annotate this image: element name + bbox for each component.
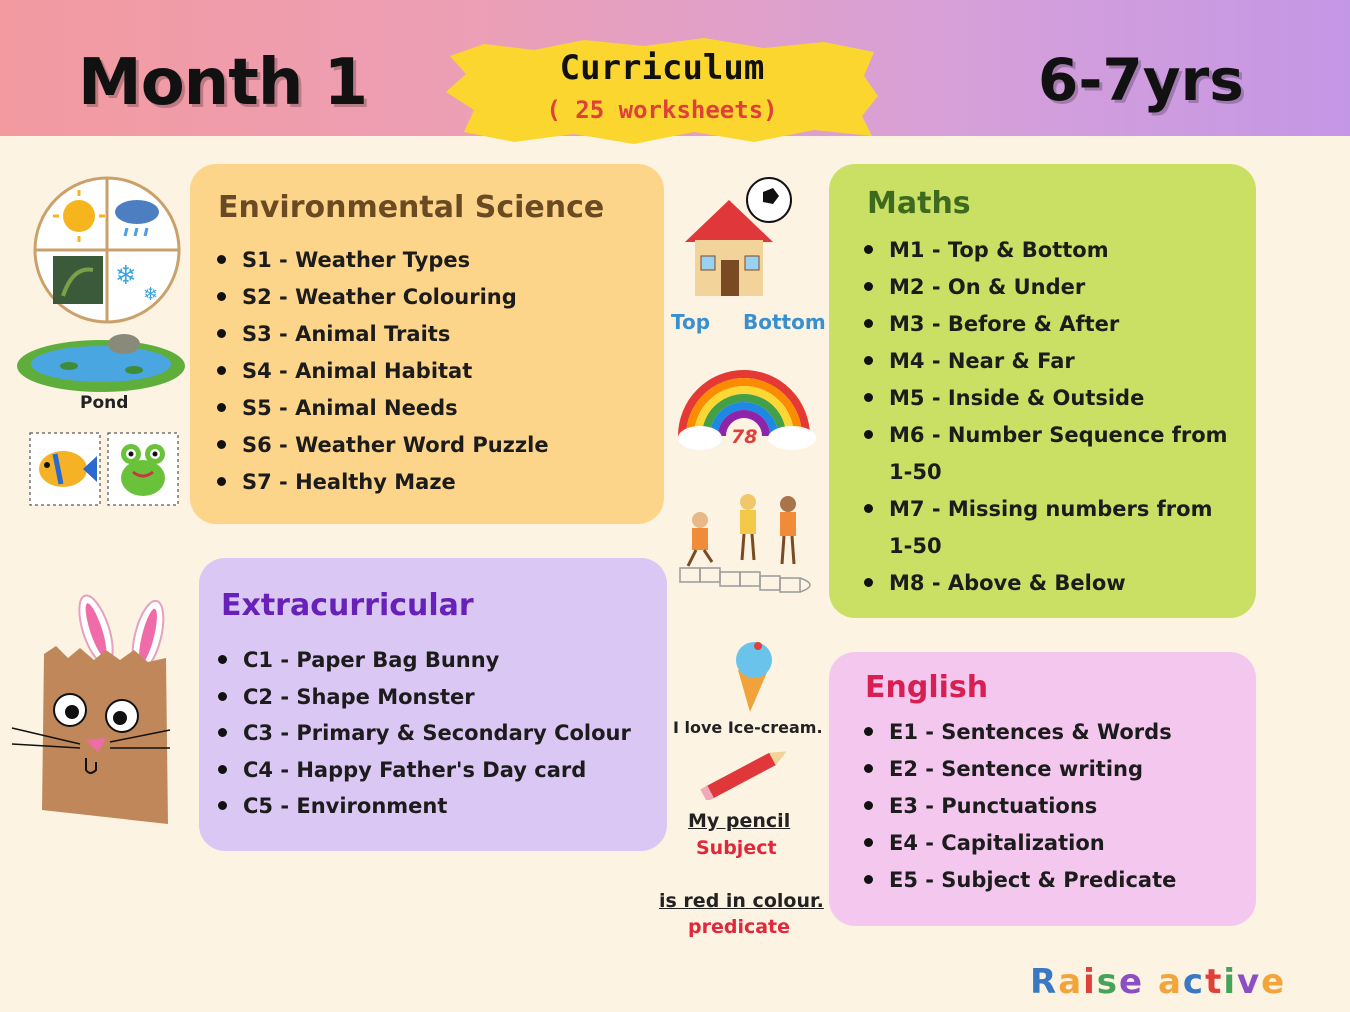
ice-cream-icon (728, 640, 782, 712)
logo-letter: R (1030, 962, 1059, 1002)
list-item: C4 - Happy Father's Day card (215, 752, 631, 789)
svg-text:❄: ❄ (143, 284, 159, 305)
list-item: S1 - Weather Types (214, 242, 549, 279)
bottom-label: Bottom (743, 310, 826, 334)
pencil-icon (696, 746, 796, 800)
list-item: E5 - Subject & Predicate (861, 862, 1176, 899)
english-title: English (865, 670, 989, 705)
list-item: S4 - Animal Habitat (214, 353, 549, 390)
list-item: E2 - Sentence writing (861, 751, 1176, 788)
logo-letter: e (1119, 962, 1145, 1002)
list-item: S6 - Weather Word Puzzle (214, 427, 549, 464)
extracurricular-list (215, 642, 631, 825)
predicate-label: predicate (688, 916, 791, 938)
subject-label: Subject (696, 837, 777, 859)
extracurricular-card (199, 558, 667, 851)
list-item: M8 - Above & Below (861, 565, 1241, 602)
list-item: S2 - Weather Colouring (214, 279, 549, 316)
svg-text:❄: ❄ (115, 261, 137, 291)
maths-card (829, 164, 1256, 618)
logo-letter: i (1223, 962, 1237, 1002)
raise-active-logo (1030, 962, 1286, 1002)
list-item: C1 - Paper Bag Bunny (215, 642, 631, 679)
english-card (829, 652, 1256, 926)
list-item: M6 - Number Sequence from 1-50 (861, 417, 1241, 491)
logo-letter: t (1205, 962, 1224, 1002)
logo-letter: s (1096, 962, 1120, 1002)
pond-icon (14, 326, 188, 394)
list-item: S3 - Animal Traits (214, 316, 549, 353)
top-label: Top (671, 310, 711, 334)
ice-cream-sentence: I love Ice-cream. (673, 718, 823, 737)
age-range: 6-7yrs (1038, 46, 1244, 114)
predicate-phrase: is red in colour. (659, 890, 824, 912)
paper-bag-bunny-icon (10, 592, 172, 828)
logo-letter: v (1236, 962, 1262, 1002)
house-and-ball-icon (683, 176, 795, 300)
list-item: M5 - Inside & Outside (861, 380, 1241, 417)
environmental-science-list (214, 242, 549, 501)
logo-letter: e (1261, 962, 1287, 1002)
pond-label: Pond (80, 393, 129, 413)
rainbow-number: 78 (731, 426, 758, 448)
weather-wheel-icon (33, 176, 181, 324)
header-banner (0, 0, 1350, 136)
list-item: M4 - Near & Far (861, 343, 1241, 380)
maths-title: Maths (867, 186, 971, 221)
list-item: C5 - Environment (215, 788, 631, 825)
list-item: M3 - Before & After (861, 306, 1241, 343)
list-item: M1 - Top & Bottom (861, 232, 1241, 269)
fish-icon (29, 432, 101, 506)
extracurricular-title: Extracurricular (221, 588, 474, 623)
list-item: E1 - Sentences & Words (861, 714, 1176, 751)
list-item: C2 - Shape Monster (215, 679, 631, 716)
curriculum-title: Curriculum (559, 48, 765, 88)
curriculum-badge (444, 36, 880, 146)
list-item: S7 - Healthy Maze (214, 464, 549, 501)
list-item: M7 - Missing numbers from 1-50 (861, 491, 1241, 565)
logo-letter: a (1157, 962, 1183, 1002)
environmental-science-card (190, 164, 664, 524)
logo-letter (1144, 962, 1158, 1002)
frog-icon (107, 432, 179, 506)
list-item: E3 - Punctuations (861, 788, 1176, 825)
logo-letter: a (1058, 962, 1084, 1002)
list-item: S5 - Animal Needs (214, 390, 549, 427)
logo-letter: c (1182, 962, 1206, 1002)
maths-list (861, 232, 1241, 602)
list-item: E4 - Capitalization (861, 825, 1176, 862)
environmental-science-title: Environmental Science (218, 190, 605, 225)
logo-letter: i (1083, 962, 1097, 1002)
list-item: C3 - Primary & Secondary Colour (215, 715, 631, 752)
month-title: Month 1 (78, 46, 368, 120)
hopscotch-kids-icon (670, 490, 820, 606)
list-item: M2 - On & Under (861, 269, 1241, 306)
worksheet-count: ( 25 worksheets) (546, 96, 778, 124)
english-list (861, 714, 1176, 899)
subject-phrase: My pencil (688, 810, 791, 832)
